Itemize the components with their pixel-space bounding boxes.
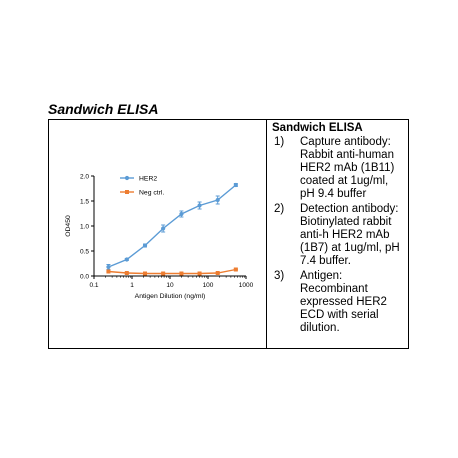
x-tick-label: 100 [202, 282, 214, 289]
data-point [161, 272, 165, 276]
data-point [216, 198, 220, 202]
x-tick-label: 1 [130, 282, 134, 289]
legend-marker [125, 190, 129, 194]
series-line [108, 185, 235, 267]
x-axis-title: Antigen Dilution (ng/ml) [134, 293, 206, 300]
protocol-step-3 [272, 270, 406, 335]
data-point [125, 271, 129, 275]
legend-label: Neg ctrl. [139, 189, 165, 197]
data-point [198, 272, 202, 276]
panel-divider [266, 119, 267, 349]
series-her2 [106, 183, 238, 270]
legend-marker [125, 176, 129, 180]
data-point [179, 272, 183, 276]
protocol-panel [272, 122, 406, 337]
data-point [143, 243, 147, 247]
data-point [143, 272, 147, 276]
step-number: 3) [274, 270, 285, 282]
y-tick-label: 1.0 [79, 223, 89, 231]
y-tick-label: 1.5 [79, 198, 89, 206]
protocol-step-1 [272, 136, 406, 201]
y-tick-label: 0.5 [79, 248, 89, 256]
data-point [106, 270, 110, 274]
step-text: Antigen: Recombinant expressed HER2 ECD with serial dilution. [300, 270, 387, 334]
x-tick-label: 1000 [238, 282, 254, 289]
y-axis-title: OD450 [65, 215, 72, 237]
data-point [216, 271, 220, 275]
data-point [179, 212, 183, 216]
section-heading: Sandwich ELISA [48, 101, 159, 117]
step-text: Detection antibody: Biotinylated rabbit anti-h HER2 mAb (1B7) at 1ug/ml, pH 7.4 buffer. [300, 203, 400, 267]
data-point [197, 203, 201, 207]
step-number: 1) [274, 136, 285, 148]
y-tick-label: 2.0 [79, 173, 89, 181]
protocol-title: Sandwich ELISA [272, 122, 363, 134]
elisa-chart [50, 160, 260, 320]
step-number: 2) [274, 203, 285, 215]
data-point [234, 268, 238, 272]
x-tick-label: 0.1 [89, 282, 99, 289]
x-tick-label: 10 [166, 282, 174, 289]
data-point [161, 226, 165, 230]
series-neg-ctrl- [106, 268, 237, 276]
step-text: Capture antibody: Rabbit anti-human HER2 mAb (1B11) coated at 1ug/ml, pH 9.4 buffer [300, 136, 395, 200]
legend-label: HER2 [139, 175, 158, 183]
data-point [125, 257, 129, 261]
protocol-step-2 [272, 203, 406, 268]
y-tick-label: 0.0 [79, 273, 89, 281]
protocol-steps [272, 136, 406, 335]
data-point [106, 265, 110, 269]
data-point [234, 183, 238, 187]
